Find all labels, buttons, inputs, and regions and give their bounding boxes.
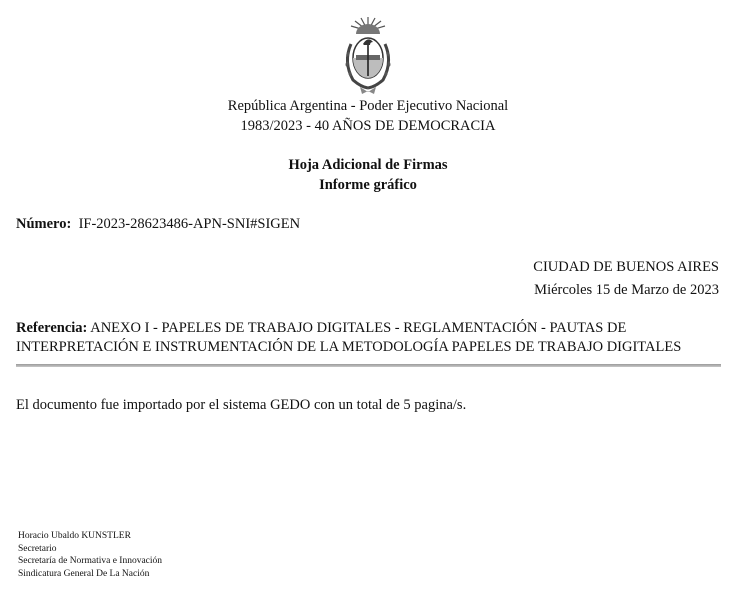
document-reference (16, 319, 726, 357)
signer-organization: Sindicatura General De La Nación (18, 568, 150, 579)
document-number-value: IF-2023-28623486-APN-SNI#SIGEN (78, 216, 301, 232)
document-subtitle: Informe gráfico (319, 177, 417, 193)
signer-role: Secretario (18, 543, 57, 554)
header-line-2: 1983/2023 - 40 AÑOS DE DEMOCRACIA (240, 118, 496, 134)
signer-name: Horacio Ubaldo KUNSTLER (18, 531, 131, 541)
document-number-label: Número: (16, 216, 72, 232)
reference-value: ANEXO I - PAPELES DE TRABAJO DIGITALES - REGLAMENTACIÓN - PAUTAS DE INTERPRETACIÓN E INSTRUMENTACIÓN DE LA METODOLOGÍA PAPELES DE TRABAJO DIGITALES (16, 320, 682, 355)
document-number (16, 215, 300, 233)
signer-department: Secretaría de Normativa e Innovación (18, 556, 163, 566)
coat-of-arms-icon (339, 14, 397, 96)
signature-block (18, 530, 162, 580)
section-divider (16, 364, 721, 367)
reference-label: Referencia: (16, 320, 88, 336)
document-title: Hoja Adicional de Firmas (288, 157, 448, 173)
document-date: Miércoles 15 de Marzo de 2023 (534, 282, 719, 298)
document-city: CIUDAD DE BUENOS AIRES (533, 259, 719, 275)
header-line-1: República Argentina - Poder Ejecutivo Nacional (227, 98, 509, 114)
import-notice: El documento fue importado por el sistema GEDO con un total de 5 pagina/s. (16, 397, 467, 413)
